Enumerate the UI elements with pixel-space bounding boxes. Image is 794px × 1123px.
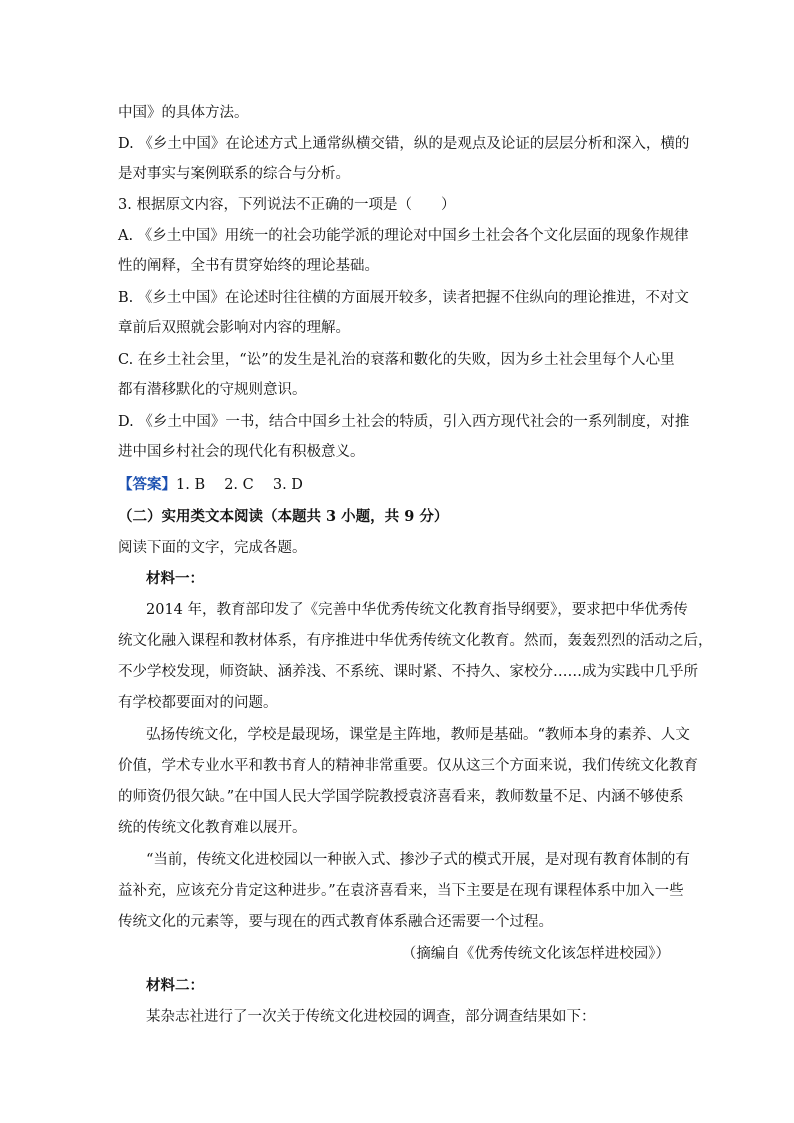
q2-option-d-line2: 是对事实与案例联系的综合与分析。 xyxy=(118,166,350,182)
material1-p1-line4: 有学校都要面对的问题。 xyxy=(118,695,278,711)
answer-text: 1. B 2. C 3. D xyxy=(176,477,303,493)
material1-p2-line3: 的师资仍很欠缺。”在中国人民大学国学院教授袁济喜看来，教师数量不足、内涵不够使系 xyxy=(118,789,684,805)
material2-title: 材料二： xyxy=(146,977,204,994)
q3-option-c-line1: C. 在乡土社会里，“讼”的发生是礼治的衰落和數化的失败，因为乡土社会里每个人心里 xyxy=(118,352,675,368)
material1-p2-line2: 价值，学术专业水平和教书育人的精神非常重要。仅从这三个方面来说，我们传统文化教育 xyxy=(118,758,698,774)
section2-instruction: 阅读下面的文字，完成各题。 xyxy=(118,540,307,556)
material1-title: 材料一： xyxy=(146,570,204,587)
q2-option-c-end: 中国》的具体方法。 xyxy=(118,105,249,121)
material1-p1-line3: 不少学校发现，师资缺、涵养浅、不系统、课时紧、不持久、家校分……成为实践中几乎所 xyxy=(118,664,698,680)
q3-option-b-line1: B. 《乡土中国》在论述时往往横的方面展开较多，读者把握不住纵向的理论推进，不对文 xyxy=(118,290,689,306)
section2-heading: （二）实用类文本阅读（本题共 3 小题，共 9 分） xyxy=(118,508,449,525)
q3-option-d-line1: D. 《乡土中国》一书，结合中国乡土社会的特质，引入西方现代社会的一系列制度，对推 xyxy=(118,414,690,430)
answer-tag: 【答案】 xyxy=(118,476,176,493)
q3-option-d-line2: 进中国乡村社会的现代化有积极意义。 xyxy=(118,444,365,460)
q3-option-a-line1: A. 《乡土中国》用统一的社会功能学派的理论对中国乡土社会各个文化层面的现象作规律 xyxy=(118,228,689,244)
q3-option-b-line2: 章前后双照就会影响对内容的理解。 xyxy=(118,320,350,336)
material1-p3-line3: 传统文化的元素等，要与现在的西式教育体系融合还需要一个过程。 xyxy=(118,914,553,930)
material1-p3-line2: 益补充，应该充分肯定这种进步。”在袁济喜看来，当下主要是在现有课程体系中加入一些 xyxy=(118,883,684,899)
material1-p1-line1: 2014 年，教育部印发了《完善中华优秀传统文化教育指导纲要》，要求把中华优秀传 xyxy=(146,602,688,618)
material1-p2-line1: 弘扬传统文化，学校是最现场，课堂是主阵地，教师是基础。“教师本身的素养、人文 xyxy=(146,727,690,743)
material1-p3-line1: “当前，传统文化进校园以一种嵌入式、掺沙子式的模式开展，是对现有教育体制的有 xyxy=(146,852,690,868)
material1-p2-line4: 统的传统文化教育难以展开。 xyxy=(118,820,307,836)
answer-line xyxy=(118,475,678,495)
q3-option-c-line2: 都有潜移默化的守规则意识。 xyxy=(118,382,307,398)
material1-source: （摘编自《优秀传统文化该怎样进校园》） xyxy=(401,946,670,962)
material2-p1: 某杂志社进行了一次关于传统文化进校园的调查，部分调查结果如下： xyxy=(146,1009,596,1025)
q3-stem: 3. 根据原文内容，下列说法不正确的一项是（ ） xyxy=(118,197,456,213)
q2-option-d-line1: D. 《乡土中国》在论述方式上通常纵横交错，纵的是观点及论证的层层分析和深入，横的 xyxy=(118,136,690,152)
q3-option-a-line2: 性的阐释，全书有贯穿始终的理论基础。 xyxy=(118,258,379,274)
material1-p1-line2: 统文化融入课程和教材体系，有序推进中华优秀传统文化教育。然而，轰轰烈烈的活动之后， xyxy=(118,633,713,649)
